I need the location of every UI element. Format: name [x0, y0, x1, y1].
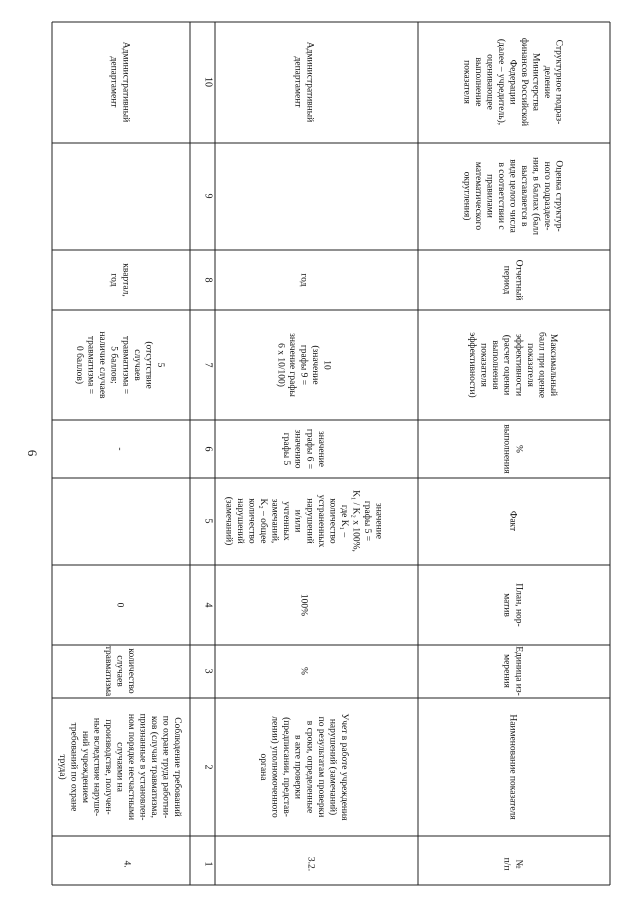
column-number: 10 — [202, 77, 214, 87]
percent-completion: - — [114, 447, 125, 451]
column-number: 1 — [202, 861, 214, 867]
max-score: 5(отсутствиеслучаевтравматизма =5 баллов;наличие случаевтравматизма =0 баллов) — [74, 331, 165, 399]
column-number: 9 — [202, 193, 214, 199]
column-number: 6 — [202, 446, 214, 452]
header-cell: План, нор-матив — [501, 583, 524, 627]
header-cell: Структурное подраз-делениеМинистерствафинансов РоссийскойФедерации(далее – учредитель),оценивающеевыполнениепоказателя — [461, 37, 564, 127]
table-row — [224, 42, 384, 871]
column-number: 8 — [202, 277, 214, 283]
table-row — [57, 42, 183, 868]
fact-value: значениеграфы 5 =K₁ / K₂ x 100%,где K₁ –количествоустраненныхнарушенийи/илиучтенныхзамечаний,K₂ – общееколичествонарушений(замечаний) — [223, 490, 384, 552]
row-number: 3.2. — [305, 856, 316, 872]
unit-of-measure: количествослучаевтравматизма — [103, 645, 136, 697]
reporting-period: год — [298, 273, 309, 287]
column-numbers-row — [203, 77, 214, 867]
column-number: 7 — [202, 362, 214, 368]
column-number: 3 — [202, 668, 214, 674]
indicator-name: Соблюдение требованийпо охране труда работни-ков (случаи травматизма,признанные в установлен-ном порядке несчастнымислучаями напроизводстве, получен-ные вследствие наруше-ний учреждениемтребований по охранетруда) — [57, 713, 182, 821]
row-number: 4. — [121, 860, 132, 868]
header-cell: Факт — [507, 510, 518, 532]
plan-value: 0 — [114, 602, 125, 608]
max-score: 10(значениеграфы 9 =значение графы6 x 10/100) — [275, 333, 332, 397]
table-header — [462, 38, 564, 871]
header-cell: №п/п — [501, 857, 524, 871]
header-cell: Отчетныйпериод — [501, 259, 524, 301]
header-cell: Максимальныйбалл при оценкепоказателяэффективности(расчет оценкивыполненияпоказателяэффективности) — [467, 331, 558, 399]
page-number: 6 — [25, 449, 40, 457]
header-cell: Единица из-мерения — [501, 646, 524, 696]
percent-completion: значениеграфы 6 =значениюграфы 5 — [281, 428, 326, 470]
responsible-department: Административныйдепартамент — [292, 41, 315, 123]
header-cell: %выполнения — [501, 424, 524, 474]
column-number: 4 — [202, 602, 214, 608]
header-cell: Оценка структур-ного подразделе-ния, в баллах (баллвыставляется ввиде целого числав соответствии справиламиматематическогоокругления) — [461, 157, 564, 235]
unit-of-measure: % — [298, 667, 309, 675]
column-number: 2 — [202, 764, 214, 770]
header-cell: Наименование показателя — [507, 714, 518, 820]
responsible-department: Административныйдепартамент — [108, 41, 131, 123]
column-number: 5 — [202, 518, 214, 524]
plan-value: 100% — [298, 593, 309, 617]
reporting-period: квартал,год — [108, 263, 131, 297]
indicator-name: Учет в работе учреждениянарушений (замечаний)по результатам проверкив сроки, определенныев акте проверки(предписании, представ-лении) уполномоченногооргана — [258, 713, 349, 821]
